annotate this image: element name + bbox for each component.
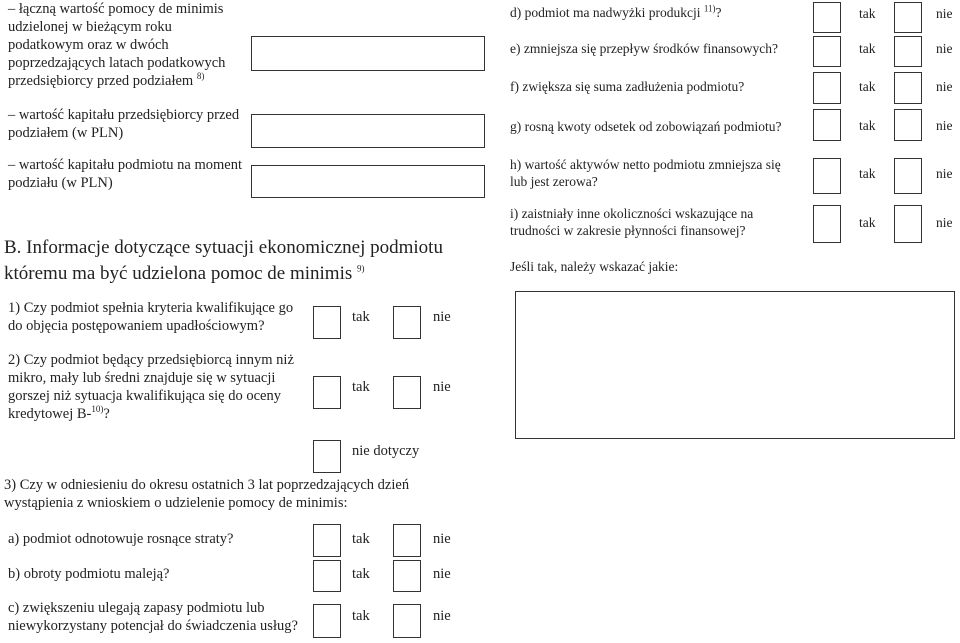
q1-no-label: nie bbox=[433, 309, 451, 325]
qb-text: b) obroty podmiotu maleją? bbox=[8, 566, 170, 582]
q1-yes-label: tak bbox=[352, 309, 370, 325]
qf-no-label: nie bbox=[936, 79, 953, 94]
qi-text: i) zaistniały inne okoliczności wskazujące na trudności w zakresie płynności finansowej? bbox=[510, 206, 754, 238]
qh-no-checkbox[interactable] bbox=[894, 158, 922, 194]
qe-text: e) zmniejsza się przepływ środków finansowych? bbox=[510, 41, 779, 56]
item2-text: – wartość kapitału przedsiębiorcy przed podziałem (w PLN) bbox=[8, 107, 240, 141]
qi-details-textarea[interactable] bbox=[515, 291, 955, 439]
qa-yes-checkbox[interactable] bbox=[313, 524, 341, 557]
qh-yes-checkbox[interactable] bbox=[813, 158, 841, 194]
q2-no-checkbox[interactable] bbox=[393, 376, 421, 409]
capital-at-split-field[interactable] bbox=[251, 165, 485, 198]
qg-yes-label: tak bbox=[859, 118, 876, 133]
qg-yes-checkbox[interactable] bbox=[813, 109, 841, 141]
qc-yes-label: tak bbox=[352, 608, 370, 624]
qh-yes-label: tak bbox=[859, 166, 876, 181]
qd-no-checkbox[interactable] bbox=[894, 2, 922, 33]
q2-yes-label: tak bbox=[352, 379, 370, 395]
qg-text: g) rosną kwoty odsetek od zobowiązań podmiotu? bbox=[510, 119, 782, 134]
qb-no-label: nie bbox=[433, 566, 451, 582]
qf-no-checkbox[interactable] bbox=[894, 72, 922, 104]
qi-no-label: nie bbox=[936, 215, 953, 230]
prior-aid-value-field[interactable] bbox=[251, 36, 485, 71]
q2-not-applicable-checkbox[interactable] bbox=[313, 440, 341, 473]
qf-yes-checkbox[interactable] bbox=[813, 72, 841, 104]
q2-no-label: nie bbox=[433, 379, 451, 395]
qc-text: c) zwiększeniu ulegają zapasy podmiotu lub niewykorzystany potencjał do świadczenia usług? bbox=[8, 600, 298, 634]
qi-yes-checkbox[interactable] bbox=[813, 205, 841, 243]
qd-yes-label: tak bbox=[859, 6, 876, 21]
qf-yes-label: tak bbox=[859, 79, 876, 94]
section-b-heading: B. Informacje dotyczące sytuacji ekonomicznej podmiotu któremu ma być udzielona pomoc de minimis $^{9)}$ bbox=[4, 237, 443, 284]
qa-no-label: nie bbox=[433, 531, 451, 547]
qa-yes-label: tak bbox=[352, 531, 370, 547]
q1-no-checkbox[interactable] bbox=[393, 306, 421, 339]
q2-text: 2) Czy podmiot będący przedsiębiorcą innym niż mikro, mały lub średni znajduje się w sytuacji gorszej niż sytuacja kwalifikująca się do oceny kredytowej B-$^{10)}$? bbox=[8, 352, 294, 422]
qi-followup-label: Jeśli tak, należy wskazać jakie: bbox=[510, 259, 679, 274]
qa-no-checkbox[interactable] bbox=[393, 524, 421, 557]
item1-text: – łączną wartość pomocy de minimis udzielonej w bieżącym roku podatkowym oraz w dwóch poprzedzających latach podatkowych przedsiębiorcy przed podziałem $^{8)}$ bbox=[8, 1, 226, 89]
qg-no-checkbox[interactable] bbox=[894, 109, 922, 141]
q1-yes-checkbox[interactable] bbox=[313, 306, 341, 339]
q1-text: 1) Czy podmiot spełnia kryteria kwalifikujące go do objęcia postępowaniem upadłościowym? bbox=[8, 300, 294, 334]
qf-text: f) zwiększa się suma zadłużenia podmiotu? bbox=[510, 79, 745, 94]
qe-yes-checkbox[interactable] bbox=[813, 36, 841, 67]
qe-no-checkbox[interactable] bbox=[894, 36, 922, 67]
q2-yes-checkbox[interactable] bbox=[313, 376, 341, 409]
capital-before-split-field[interactable] bbox=[251, 114, 485, 148]
qe-no-label: nie bbox=[936, 41, 953, 56]
qc-no-checkbox[interactable] bbox=[393, 604, 421, 638]
q3-text: 3) Czy w odniesieniu do okresu ostatnich 3 lat poprzedzających dzień wystąpienia z wnioskiem o udzielenie pomocy de minimis: bbox=[4, 477, 410, 511]
qg-no-label: nie bbox=[936, 118, 953, 133]
qb-yes-label: tak bbox=[352, 566, 370, 582]
item3-text: – wartość kapitału podmiotu na moment podziału (w PLN) bbox=[8, 157, 242, 191]
qa-text: a) podmiot odnotowuje rosnące straty? bbox=[8, 531, 234, 547]
qb-no-checkbox[interactable] bbox=[393, 560, 421, 592]
qh-no-label: nie bbox=[936, 166, 953, 181]
qd-yes-checkbox[interactable] bbox=[813, 2, 841, 33]
qd-no-label: nie bbox=[936, 6, 953, 21]
qc-yes-checkbox[interactable] bbox=[313, 604, 341, 638]
q2-not-applicable-label: nie dotyczy bbox=[352, 443, 420, 459]
qi-no-checkbox[interactable] bbox=[894, 205, 922, 243]
qe-yes-label: tak bbox=[859, 41, 876, 56]
qb-yes-checkbox[interactable] bbox=[313, 560, 341, 592]
qi-yes-label: tak bbox=[859, 215, 876, 230]
qh-text: h) wartość aktywów netto podmiotu zmniejsza się lub jest zerowa? bbox=[510, 157, 781, 189]
qc-no-label: nie bbox=[433, 608, 451, 624]
qd-text: d) podmiot ma nadwyżki produkcji $^{11)}$? bbox=[510, 3, 722, 20]
